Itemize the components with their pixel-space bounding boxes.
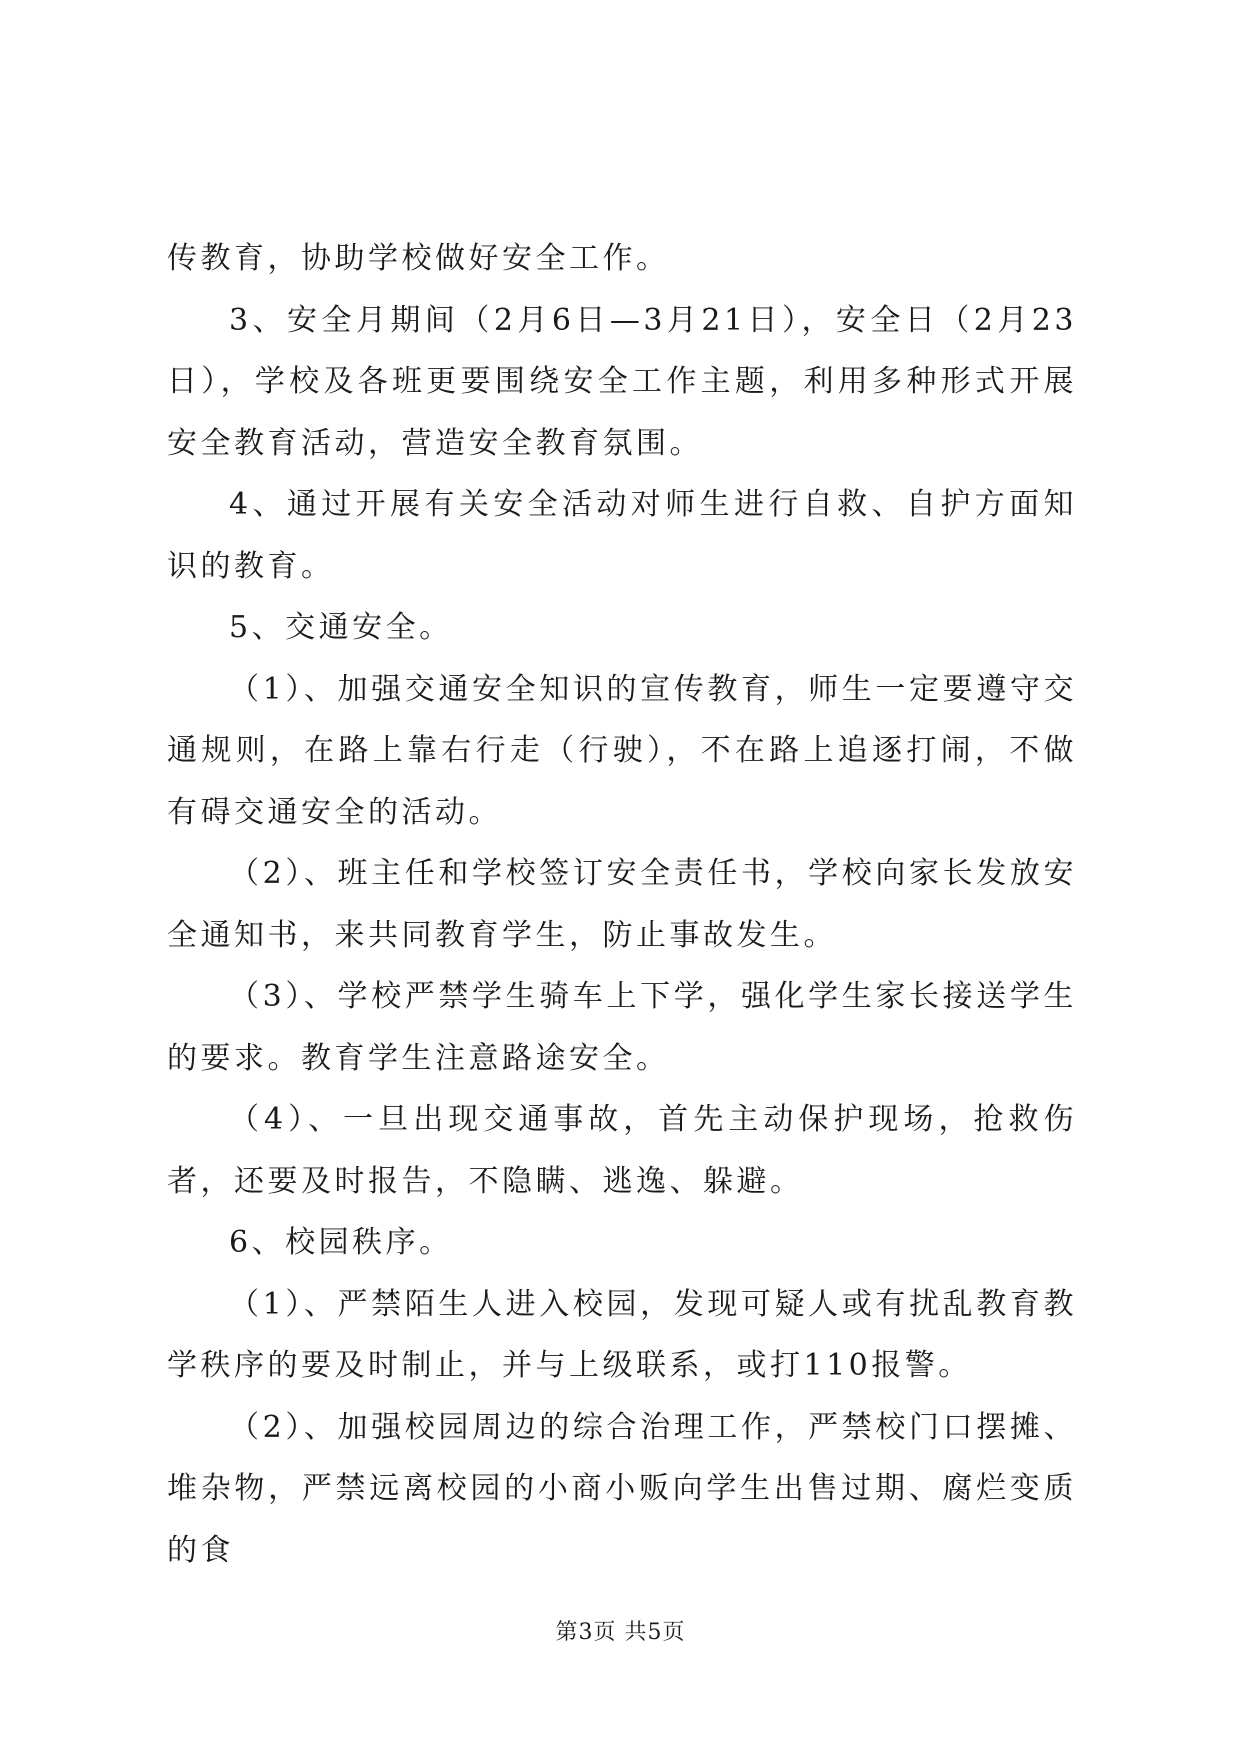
section-heading-traffic-safety: 5、交通安全。 [229, 610, 453, 645]
page-number-footer: 第3页 共5页 [555, 1620, 686, 1645]
paragraph-item-3: 3、安全月期间（2月6日—3月21日），安全日（2月23日），学校及各班更要围绕安全工作主题，利用多种形式开展安全教育活动，营造安全教育氛围。 [167, 302, 1077, 461]
document-body [167, 228, 1077, 1581]
section-heading-campus-order: 6、校园秩序。 [229, 1225, 453, 1260]
paragraph-traffic-1: （1）、加强交通安全知识的宣传教育，师生一定要遵守交通规则，在路上靠右行走（行驶），不在路上追逐打闹，不做有碍交通安全的活动。 [167, 671, 1077, 830]
paragraph-item-4: 4、通过开展有关安全活动对师生进行自救、自护方面知识的教育。 [167, 487, 1077, 584]
paragraph-traffic-2: （2）、班主任和学校签订安全责任书，学校向家长发放安全通知书，来共同教育学生，防止事故发生。 [167, 856, 1077, 953]
paragraph-traffic-3: （3）、学校严禁学生骑车上下学，强化学生家长接送学生的要求。教育学生注意路途安全。 [167, 979, 1077, 1076]
paragraph-campus-2: （2）、加强校园周边的综合治理工作，严禁校门口摆摊、堆杂物，严禁远离校园的小商小贩向学生出售过期、腐烂变质的食 [167, 1409, 1077, 1568]
paragraph-continuation: 传教育，协助学校做好安全工作。 [167, 241, 670, 276]
paragraph-campus-1: （1）、严禁陌生人进入校园，发现可疑人或有扰乱教育教学秩序的要及时制止，并与上级联系，或打110报警。 [167, 1286, 1077, 1383]
paragraph-traffic-4: （4）、一旦出现交通事故，首先主动保护现场，抢救伤者，还要及时报告，不隐瞒、逃逸、躲避。 [167, 1102, 1077, 1199]
